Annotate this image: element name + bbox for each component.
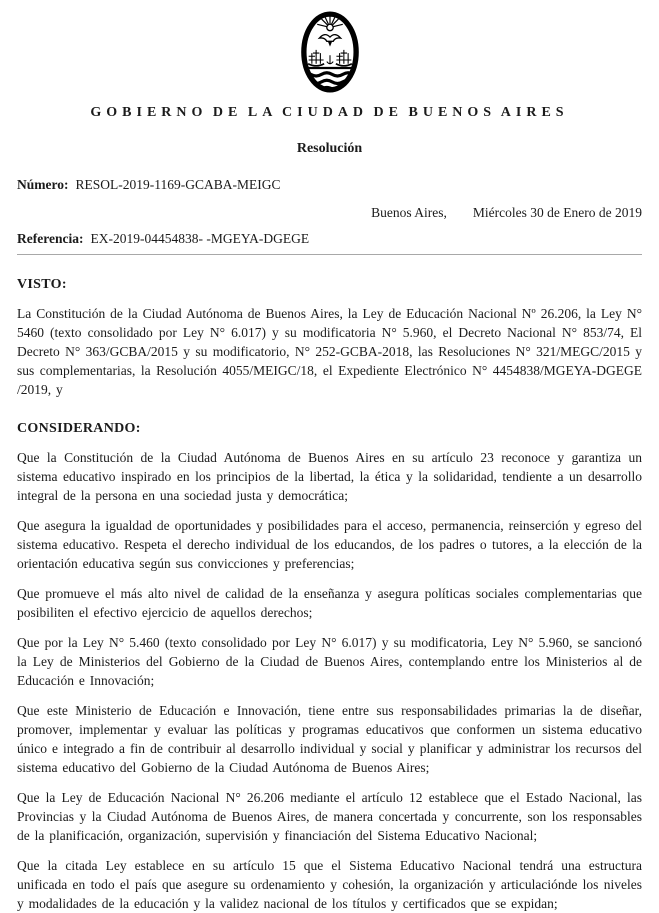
government-title: GOBIERNO DE LA CIUDAD DE BUENOS AIRES — [90, 105, 569, 120]
considerando-heading: CONSIDERANDO: — [17, 421, 141, 436]
considerando-paragraph: Que este Ministerio de Educación e Innovación, tiene entre sus responsabilidades primarias la de diseñar, promover, implementar y evaluar las políticas y programas educativos que conformen un sistema educativo único e integrado a fin de contribuir al desarrollo individual y social y planificar y administrar los recursos del sistema educativo del Gobierno de la Ciudad Autónoma de Buenos Aires; — [17, 703, 642, 775]
referencia-value: EX-2019-04454838- -MGEYA-DGEGE — [90, 231, 310, 246]
considerando-paragraph: Que promueve el más alto nivel de calidad de la enseñanza y asegura políticas sociales complementarias que posibiliten el efectivo ejercicio de aquellos derechos; — [17, 586, 642, 620]
date-line — [17, 205, 642, 221]
considerando-paragraph: Que la Constitución de la Ciudad Autónoma de Buenos Aires en su artículo 23 reconoce y garantiza un sistema educativo inspirado en los principios de la libertad, la ética y la solidaridad, tendiente a un desarrollo integral de la persona en una sociedad justa y democrática; — [17, 450, 642, 503]
header-divider — [17, 254, 642, 255]
numero-line — [17, 176, 642, 193]
numero-label: Número: — [17, 177, 69, 192]
considerando-paragraph: Que la citada Ley establece en su artículo 15 que el Sistema Educativo Nacional tendrá una estructura unificada en todo el país que asegure su ordenamiento y cohesión, la organización y articulaciónde los niveles y modalidades de la educación y la validez nacional de los títulos y certificados que se expidan; — [17, 858, 642, 911]
considerando-paragraph: Que la Ley de Educación Nacional N° 26.206 mediante el artículo 12 establece que el Estado Nacional, las Provincias y la Ciudad Autónoma de Buenos Aires, de manera concertada y concurrente, son los responsables de la planificación, organización, supervisión y financiación del Sistema Educativo Nacional; — [17, 790, 642, 843]
coat-of-arms-icon — [298, 8, 362, 96]
referencia-label: Referencia: — [17, 231, 84, 246]
numero-value: RESOL-2019-1169-GCABA-MEIGC — [75, 177, 281, 192]
referencia-line — [17, 230, 642, 247]
doc-type-title: Resolución — [296, 141, 363, 156]
considerando-paragraph: Que por la Ley N° 5.460 (texto consolidado por Ley N° 6.017) y su modificatoria, Ley N° 5.960, se sancionó la Ley de Ministerios del Gobierno de la Ciudad de Buenos Aires, contemplando entre los Ministerios al de Educación e Innovación; — [17, 635, 642, 688]
date-value: Miércoles 30 de Enero de 2019 — [472, 205, 642, 220]
coat-of-arms-container — [17, 6, 642, 96]
visto-paragraph: La Constitución de la Ciudad Autónoma de Buenos Aires, la Ley de Educación Nacional Nº 26.206, la Ley N° 5460 (texto consolidado por Ley N° 6.017) y su modificatoria N° 5.960, el Decreto Nacional N° 853/74, El Decreto N° 363/GCBA/2015 y su modificatorio, N° 252-GCBA-2018, las Resoluciones N° 321/MEGC/2015 y sus complementarias, la Resolución 4055/MEIGC/18, el Expediente Electrónico N° 4454838/MGEYA-DGEGE /2019, y — [17, 306, 642, 397]
visto-heading: VISTO: — [17, 277, 67, 292]
considerando-paragraph: Que asegura la igualdad de oportunidades y posibilidades para el acceso, permanencia, reinserción y egreso del sistema educativo. Respeta el derecho individual de los educandos, de los padres o tutores, a la elección de la orientación educativa según sus convicciones y preferencias; — [17, 518, 642, 571]
city-label: Buenos Aires, — [371, 205, 447, 220]
